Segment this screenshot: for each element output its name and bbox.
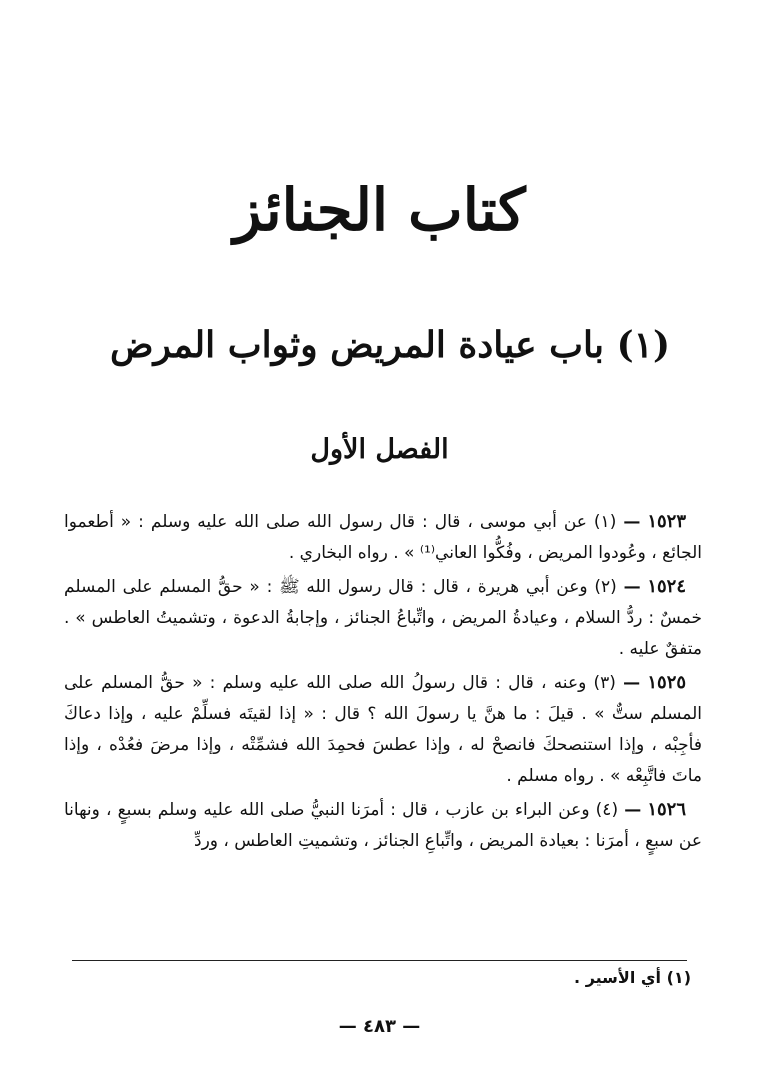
hadith-text: (٤) وعن البراء بن عازب ، قال : أمرَنا النبيُّ صلى الله عليه وسلم بسبعٍ ، ونهانا عن سبعٍ ، أمرَنا : بعيادة المريض ، واتِّباعِ الجنائز ، وتشميتِ العاطس ، وردِّ (64, 800, 702, 851)
hadith-separator: — (623, 577, 641, 597)
book-title: كتاب الجنائز (233, 176, 526, 244)
hadith-number: ١٥٢٤ (647, 576, 687, 597)
chapter-title: (١) باب عيادة المريض وثواب المرض (109, 324, 670, 366)
hadith-paragraph (64, 667, 702, 792)
hadith-paragraph (64, 794, 702, 857)
hadith-text: (٣) وعنه ، قال : قال رسولُ الله صلى الله عليه وسلم : « حقُّ المسلم على المسلم ستٌّ » . قيلَ : ما هنَّ يا رسولَ الله ؟ قال : « إذا لقيتَه فسلِّمْ عليه ، وإذا دعاكَ فأجِبْه ، وإذا استنصحكَ فانصحْ له ، وإذا عطسَ فحمِدَ الله فشمِّتْه ، وإذا مرضَ فعُدْه ، وإذا ماتَ فاتَّبِعْه » . رواه مسلم . (64, 673, 702, 786)
hadith-text: (٢) وعن أبي هريرة ، قال : قال رسول الله ﷺ : « حقُّ المسلم على المسلم خمسٌ : ردُّ السلام ، وعيادةُ المريض ، واتِّباعُ الجنائز ، وإجابةُ الدعوة ، وتشميتُ العاطس » . متفقٌ عليه . (64, 577, 702, 659)
hadith-separator: — (623, 512, 641, 532)
hadith-separator: — (623, 673, 641, 693)
section-title: الفصل الأول (310, 434, 449, 465)
hadith-number: ١٥٢٥ (647, 672, 687, 693)
hadith-paragraph (64, 571, 702, 665)
hadith-number: ١٥٢٣ (647, 511, 686, 532)
hadith-text: (١) عن أبي موسى ، قال : قال رسول الله صلى الله عليه وسلم : « أطعموا الجائع ، وعُودوا المريض ، وفُكُّوا العاني⁽¹⁾ » . رواه البخاري . (64, 512, 702, 563)
hadith-body (64, 506, 702, 859)
hadith-separator: — (624, 800, 642, 820)
hadith-number: ١٥٢٦ (647, 799, 686, 820)
footnote: (١) أي الأسير . (574, 968, 691, 987)
page-number: — ٤٨٣ — (338, 1016, 421, 1037)
footnote-divider (72, 960, 687, 961)
hadith-paragraph (64, 506, 702, 569)
